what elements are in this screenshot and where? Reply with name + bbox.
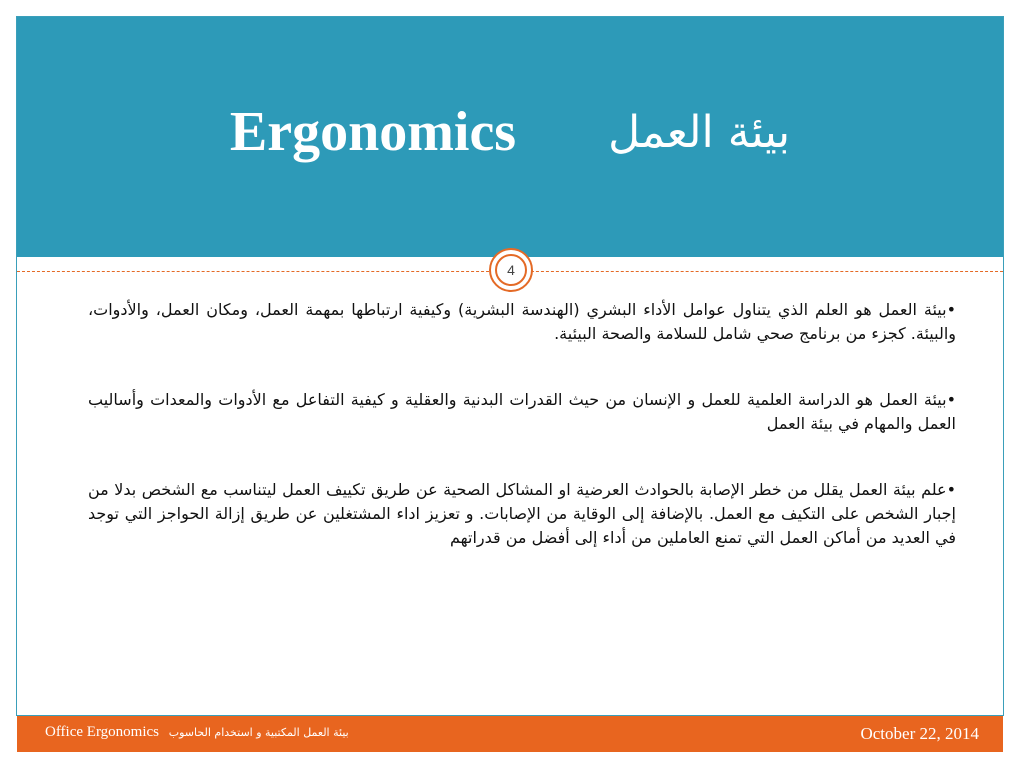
footer-bar bbox=[17, 716, 1003, 752]
bullet-2: •بيئة العمل هو الدراسة العلمية للعمل و الإنسان من حيث القدرات البدنية والعقلية و كيفية التفاعل مع الأدوات والمعدات وأساليب العمل والمهام في بيئة العمل bbox=[88, 390, 956, 433]
footer-label-english: Office Ergonomics bbox=[45, 724, 160, 740]
title-arabic: بيئة العمل bbox=[608, 106, 791, 158]
slide-number-badge bbox=[489, 248, 533, 292]
bullet-1: •بيئة العمل هو العلم الذي يتناول عوامل الأداء البشري (الهندسة البشرية) وكيفية ارتباطها بمهمة العمل، ومكان العمل، والأدوات، والبيئة. كجزء من برنامج صحي شامل للسلامة والصحة البيئية. bbox=[88, 300, 956, 343]
footer-label bbox=[45, 724, 349, 741]
slide-title bbox=[17, 100, 1003, 164]
footer-date: October 22, 2014 bbox=[860, 724, 979, 743]
slide-number: 4 bbox=[495, 254, 527, 286]
bullet-3: •علم بيئة العمل يقلل من خطر الإصابة بالحوادث العرضية او المشاكل الصحية عن طريق تكييف العمل ليتناسب مع الشخص بدلا من إجبار الشخص على التكيف مع العمل. بالإضافة إلى الوقاية من الإصابات. و تعزيز اداء المشتغلين عن طريق إزالة الحواجز التي توجد في العديد من أماكن العمل التي تمنع العاملين من أداء إلى أفضل من قدراتهم bbox=[88, 480, 956, 547]
title-english: Ergonomics bbox=[229, 101, 517, 163]
slide-body bbox=[88, 298, 956, 592]
footer-label-arabic: بيئة العمل المكتبية و استخدام الحاسوب bbox=[168, 726, 349, 739]
